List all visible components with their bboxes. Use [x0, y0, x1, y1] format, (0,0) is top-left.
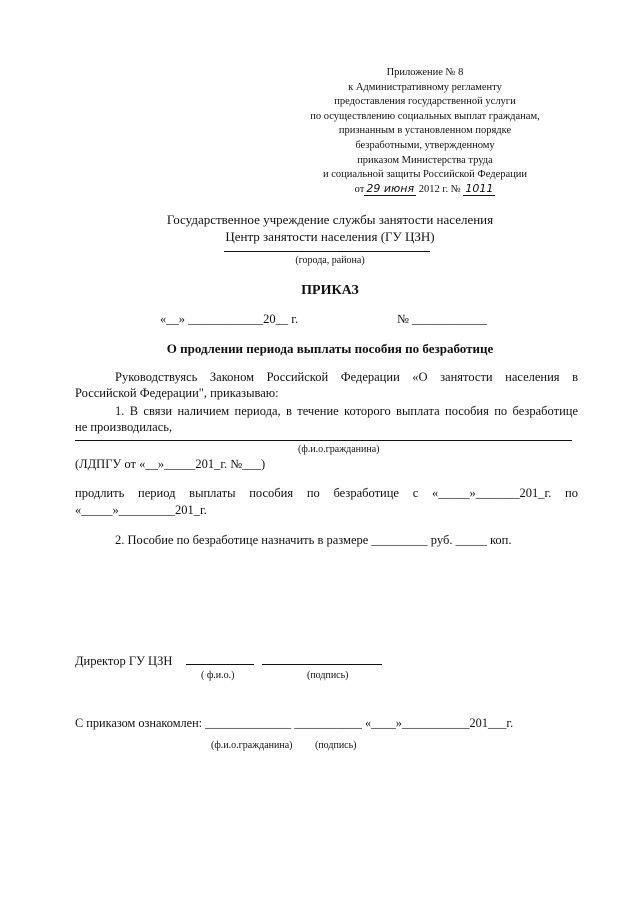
p2-line2: не производилась,: [75, 420, 173, 434]
director-sign-caption: (подпись): [307, 670, 349, 681]
city-caption: (города, района): [295, 255, 365, 266]
appendix-line: признанным в установленном порядке: [338, 125, 512, 137]
citizen-name-line: [75, 440, 572, 441]
ack-fio-caption: (ф.и.о.гражданина): [211, 740, 293, 751]
org-line-1: Государственное учреждение службы занятости населения: [166, 212, 494, 227]
appendix-line: к Административному регламенту: [348, 81, 502, 93]
appendix-line: Приложение № 8: [386, 67, 464, 78]
appendix-line: предоставления государственной услуги: [334, 96, 516, 108]
order-subject: О продлении периода выплаты пособия по безработице: [166, 341, 494, 356]
order-title: ПРИКАЗ: [301, 283, 359, 298]
appendix-line: по осуществлению социальных выплат гражданам,: [310, 110, 540, 122]
order-number-blank: № ____________: [397, 312, 488, 326]
appendix-date-line: [300, 183, 550, 198]
handwritten-date: 29 июня: [366, 181, 415, 195]
director-fio-caption: ( ф.и.о.): [201, 670, 235, 681]
citizen-caption: (ф.и.о.гражданина): [298, 444, 380, 455]
org-line-2: Центр занятости населения (ГУ ЦЗН): [225, 229, 435, 244]
city-blank-line: [224, 251, 430, 252]
director-fio-line: [186, 664, 254, 665]
ack-line: С приказом ознакомлен: ______________ ___________ «____»___________201___г.: [75, 716, 514, 730]
p1-line2: Российской Федерации", приказываю:: [75, 386, 279, 400]
date-mid: 2012 г. №: [418, 183, 461, 195]
p1-line1: Руководствуясь Законом Российской Федерации «О занятости населения в: [115, 370, 578, 384]
appendix-header: [300, 66, 550, 197]
appendix-line: приказом Министерства труда: [357, 154, 493, 166]
handwritten-number: 1011: [465, 181, 494, 195]
order-date-blank: «__» ____________20__ г.: [160, 312, 299, 326]
extend-line2: «_____»_________201_г.: [75, 503, 207, 517]
ack-sign-caption: (подпись): [315, 740, 357, 751]
benefit-amount-line: 2. Пособие по безработице назначить в размере _________ руб. _____ коп.: [115, 533, 512, 547]
p2-line1: 1. В связи наличием периода, в течение которого выплата пособия по безработице: [115, 404, 578, 418]
director-sign-line: [262, 664, 382, 665]
date-prefix: от: [354, 183, 365, 195]
appendix-line: безработными, утвержденному: [355, 139, 495, 151]
director-label: Директор ГУ ЦЗН: [75, 654, 173, 668]
extend-line1: продлить период выплаты пособия по безработице с «_____»_______201_г. по: [75, 486, 578, 500]
ldpgu-line: (ЛДПГУ от «__»_____201_г. №___): [75, 457, 266, 471]
appendix-line: и социальной защиты Российской Федерации: [322, 169, 528, 181]
